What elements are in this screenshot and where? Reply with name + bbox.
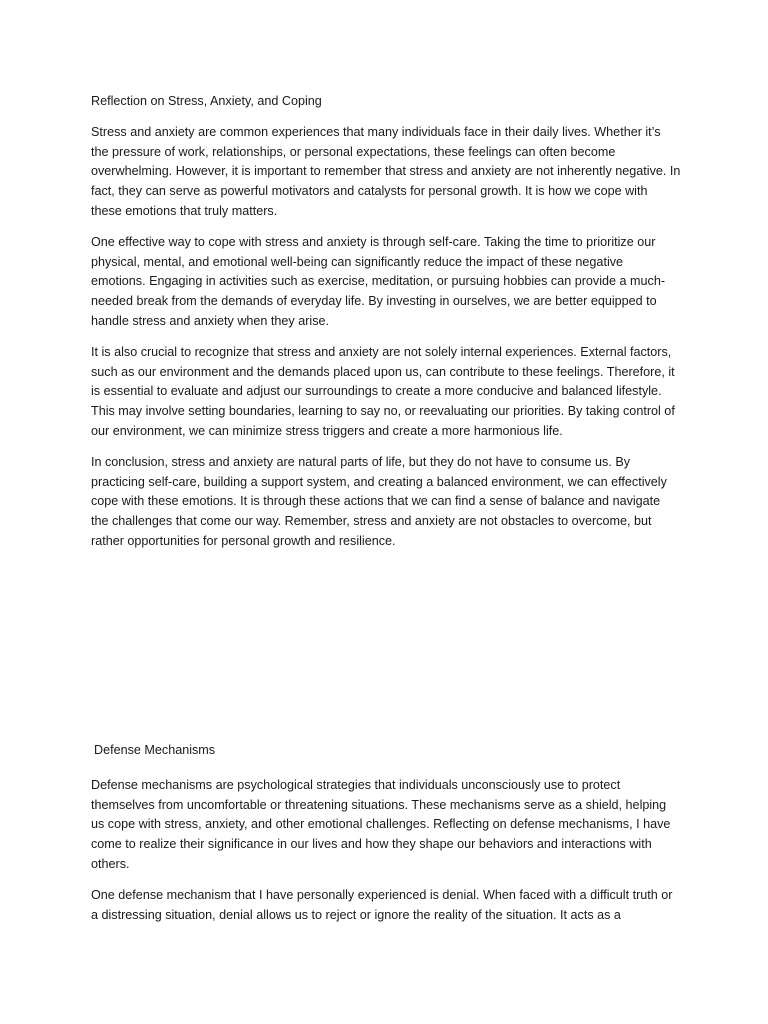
paragraph: One defense mechanism that I have personally experienced is denial. When faced with a difficult truth or a distressing situation, denial allows us to reject or ignore the reality of the situation. It acts as a (91, 887, 673, 922)
paragraph: One effective way to cope with stress and anxiety is through self-care. Taking the time to prioritize our physical, mental, and emotional well-being can significantly reduce the impact of these negative emotions. Engaging in activities such as exercise, meditation, or pursuing hobbies can provide a much-needed break from the demands of everyday life. By investing in ourselves, we are better equipped to handle stress and anxiety when they arise. (91, 234, 666, 328)
section-heading: Reflection on Stress, Anxiety, and Coping (91, 94, 322, 108)
paragraph: Defense mechanisms are psychological strategies that individuals unconsciously use to protect themselves from uncomfortable or threatening situations. These mechanisms serve as a shield, helping us cope with stress, anxiety, and other emotional challenges. Reflecting on defense mechanisms, I have come to realize their significance in our lives and how they shape our behaviors and interactions with others. (91, 777, 671, 871)
paragraph: In conclusion, stress and anxiety are natural parts of life, but they do not have to consume us. By practicing self-care, building a support system, and creating a balanced environment, we can effectively cope with these emotions. It is through these actions that we can find a sense of balance and navigate the challenges that come our way. Remember, stress and anxiety are not obstacles to overcome, but rather opportunities for personal growth and resilience. (91, 454, 667, 548)
paragraph: It is also crucial to recognize that stress and anxiety are not solely internal experiences. External factors, such as our environment and the demands placed upon us, can contribute to these feelings. Therefore, it is essential to evaluate and adjust our surroundings to create a more conducive and balanced lifestyle. This may involve setting boundaries, learning to say no, or reevaluating our priorities. By taking control of our environment, we can minimize stress triggers and create a more harmonious life. (91, 344, 675, 438)
section-heading: Defense Mechanisms (94, 743, 216, 757)
section-defense-mechanisms (91, 741, 681, 936)
section-stress-anxiety (91, 92, 681, 563)
paragraph: Stress and anxiety are common experiences that many individuals face in their daily lives. Whether it’s the pressure of work, relationships, or personal expectations, these feelings can often become overwhelming. However, it is important to remember that stress and anxiety are not inherently negative. In fact, they can serve as powerful motivators and catalysts for personal growth. It is how we cope with these emotions that truly matters. (91, 124, 681, 218)
